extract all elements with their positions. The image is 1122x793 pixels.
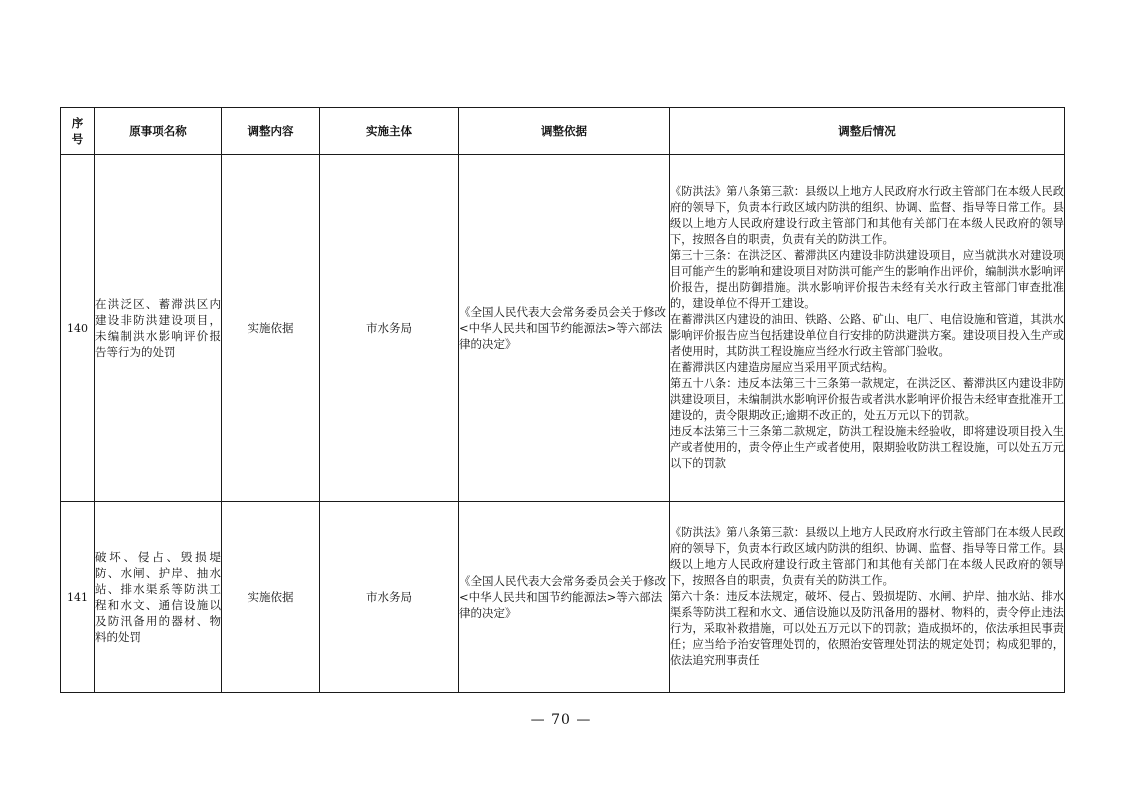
- header-name: 原事项名称: [95, 108, 222, 155]
- clause-paragraph: 《防洪法》第八条第三款：县级以上地方人民政府水行政主管部门在本级人民政府的领导下，负责本行政区域内防洪的组织、协调、监督、指导等日常工作。县级以上地方人民政府建设行政主管部门和其他有关部门在本级人民政府的领导下，按照各自的职责，负责有关的防洪工作。: [670, 185, 1064, 246]
- adjustment-table: [60, 107, 1065, 693]
- implementing-subject: 市水务局: [320, 155, 459, 502]
- clause-paragraph: 第六十条：违反本法规定，破坏、侵占、毁损堤防、水闸、护岸、抽水站、排水渠系等防洪工程和水文、通信设施以及防汛备用的器材、物料的，责令停止违法行为，采取补救措施，可以处五万元以下的罚款；造成损坏的，依法承担民事责任；应当给予治安管理处罚的，依照治安管理处罚法的规定处罚；构成犯罪的，依法追究刑事责任: [670, 590, 1064, 667]
- header-subject: 实施主体: [320, 108, 459, 155]
- clause-paragraph: 第五十八条：违反本法第三十三条第一款规定，在洪泛区、蓄滞洪区内建设非防洪建设项目，未编制洪水影响评价报告或者洪水影响评价报告未经审查批准开工建设的，责令限期改正;逾期不改正的，处五万元以下的罚款。: [670, 377, 1064, 422]
- table-row: [61, 155, 1065, 502]
- implementing-subject: 市水务局: [320, 502, 459, 693]
- clause-paragraph: 违反本法第三十三条第二款规定，防洪工程设施未经验收，即将建设项目投入生产或者使用的，责令停止生产或者使用，限期验收防洪工程设施，可以处五万元以下的罚款: [670, 425, 1064, 470]
- table-header-row: [61, 108, 1065, 155]
- adjustment-basis: 《全国人民代表大会常务委员会关于修改<中华人民共和国节约能源法>等六部法律的决定》: [459, 155, 670, 502]
- header-basis: 调整依据: [459, 108, 670, 155]
- adjusted-situation: [670, 502, 1065, 693]
- page-number: — 70 —: [530, 712, 592, 728]
- item-name: 破坏、侵占、毁损堤防、水闸、护岸、抽水站、排水渠系等防洪工程和水文、通信设施以及防汛备用的器材、物料的处罚: [95, 502, 222, 693]
- row-number: 140: [61, 155, 95, 502]
- header-no: 序号: [61, 108, 95, 155]
- header-after: 调整后情况: [670, 108, 1065, 155]
- header-content: 调整内容: [222, 108, 320, 155]
- clause-paragraph: 第三十三条：在洪泛区、蓄滞洪区内建设非防洪建设项目，应当就洪水对建设项目可能产生的影响和建设项目对防洪可能产生的影响作出评价，编制洪水影响评价报告，提出防御措施。洪水影响评价报告未经有关水行政主管部门审查批准的，建设单位不得开工建设。: [670, 249, 1064, 310]
- item-name: 在洪泛区、蓄滞洪区内建设非防洪建设项目，未编制洪水影响评价报告等行为的处罚: [95, 155, 222, 502]
- clause-paragraph: 《防洪法》第八条第三款：县级以上地方人民政府水行政主管部门在本级人民政府的领导下，负责本行政区域内防洪的组织、协调、监督、指导等日常工作。县级以上地方人民政府建设行政主管部门和其他有关部门在本级人民政府的领导下，按照各自的职责，负责有关的防洪工作。: [670, 526, 1064, 587]
- adjusted-situation: [670, 155, 1065, 502]
- table-row: [61, 502, 1065, 693]
- adjustment-basis: 《全国人民代表大会常务委员会关于修改<中华人民共和国节约能源法>等六部法律的决定》: [459, 502, 670, 693]
- adjustment-content: 实施依据: [222, 155, 320, 502]
- clause-paragraph: 在蓄滞洪区内建造房屋应当采用平顶式结构。: [670, 361, 894, 374]
- clause-paragraph: 在蓄滞洪区内建设的油田、铁路、公路、矿山、电厂、电信设施和管道，其洪水影响评价报告应当包括建设单位自行安排的防洪避洪方案。建设项目投入生产或者使用时，其防洪工程设施应当经水行政主管部门验收。: [670, 313, 1064, 358]
- adjustment-content: 实施依据: [222, 502, 320, 693]
- row-number: 141: [61, 502, 95, 693]
